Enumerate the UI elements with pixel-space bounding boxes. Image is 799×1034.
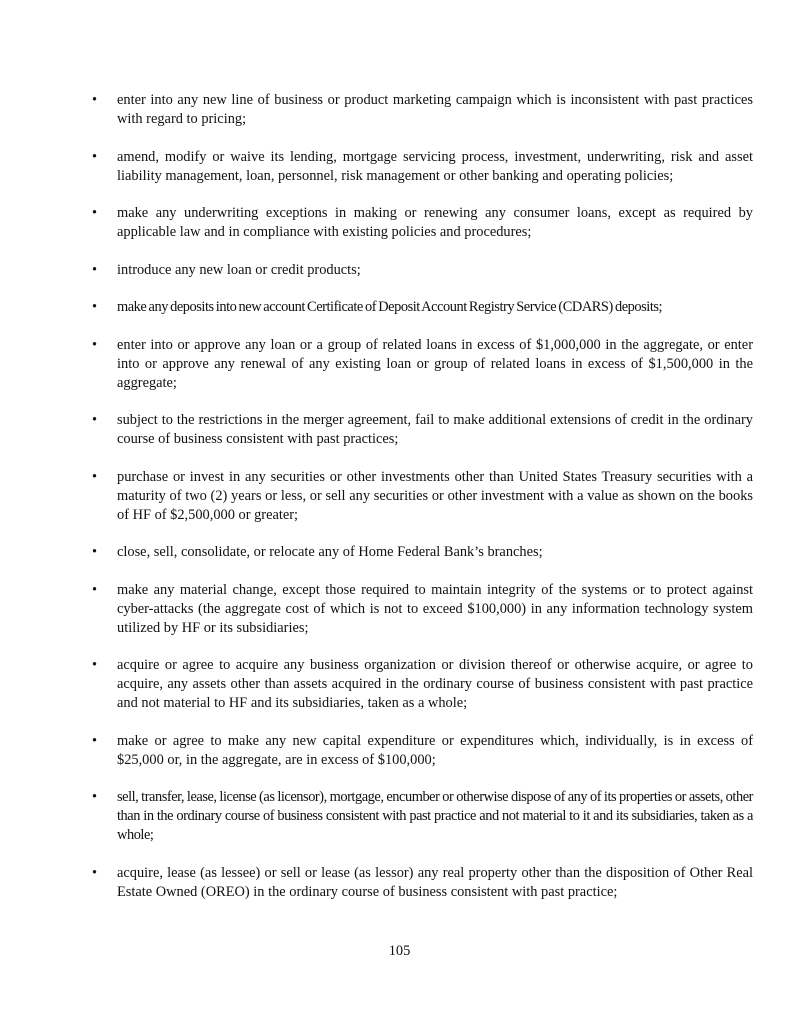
- bullet-icon: •: [92, 92, 98, 108]
- list-item: [92, 543, 753, 562]
- bullet-icon: •: [92, 148, 98, 165]
- list-item: [92, 336, 753, 393]
- page-number: 105: [388, 943, 411, 959]
- list-item-text: purchase or invest in any securities or other investments other than United States Treasury securities with a maturity of two (2) years or less, or sell any securities or other investment with a value as shown on the books of HF of $2,500,000 or greater;: [117, 468, 753, 523]
- bullet-icon: •: [92, 657, 98, 673]
- bullet-icon: •: [92, 336, 98, 353]
- list-item-text: amend, modify or waive its lending, mortgage servicing process, investment, underwriting, risk and asset liability management, loan, personnel, risk management or other banking and operating policies;: [117, 148, 753, 184]
- bullet-icon: •: [92, 581, 98, 598]
- bullet-icon: •: [92, 412, 98, 428]
- list-item-text: enter into any new line of business or product marketing campaign which is inconsistent with past practices with regard to pricing;: [117, 92, 753, 127]
- list-item: [92, 204, 753, 242]
- list-item-text: subject to the restrictions in the merger agreement, fail to make additional extensions of credit in the ordinary course of business consistent with past practices;: [117, 412, 753, 447]
- list-item: [92, 581, 753, 638]
- list-item: [92, 656, 753, 713]
- bullet-icon: •: [92, 864, 98, 881]
- list-item-text: make or agree to make any new capital expenditure or expenditures which, individually, is in excess of $25,000 or, in the aggregate, are in excess of $100,000;: [117, 732, 753, 768]
- list-item: [92, 261, 753, 280]
- covenant-bullet-list: [92, 91, 753, 920]
- list-item: [92, 468, 753, 525]
- list-item: [92, 91, 753, 129]
- list-item-text: acquire, lease (as lessee) or sell or lease (as lessor) any real property other than the disposition of Other Real Estate Owned (OREO) in the ordinary course of business consistent with past practice;: [117, 864, 753, 900]
- list-item-text: acquire or agree to acquire any business organization or division thereof or otherwise acquire, or agree to acquire, any assets other than assets acquired in the ordinary course of business consistent with past practice and not material to HF and its subsidiaries, taken as a whole;: [117, 657, 753, 711]
- bullet-icon: •: [92, 789, 98, 805]
- list-item: [92, 148, 753, 186]
- list-item: [92, 732, 753, 770]
- list-item: [92, 298, 753, 317]
- list-item-text: make any deposits into new account Certificate of Deposit Account Registry Service (CDARS) deposits;: [117, 299, 663, 315]
- list-item-text: sell, transfer, lease, license (as licensor), mortgage, encumber or otherwise dispose of any of its properties or assets, other than in the ordinary course of business consistent with past practice and not material to it and its subsidiaries, taken as a whole;: [117, 789, 753, 843]
- list-item-text: make any underwriting exceptions in making or renewing any consumer loans, except as required by applicable law and in compliance with existing policies and procedures;: [117, 205, 753, 240]
- bullet-icon: •: [92, 261, 98, 278]
- list-item: [92, 411, 753, 449]
- list-item-text: close, sell, consolidate, or relocate any of Home Federal Bank’s branches;: [117, 544, 543, 560]
- list-item: [92, 864, 753, 902]
- bullet-icon: •: [92, 468, 98, 485]
- list-item-text: enter into or approve any loan or a group of related loans in excess of $1,000,000 in the aggregate, or enter into or approve any renewal of any existing loan or group of related loans in excess of $1,500,000 in the aggregate;: [117, 336, 753, 391]
- bullet-icon: •: [92, 205, 98, 221]
- list-item-text: make any material change, except those required to maintain integrity of the systems or to protect against cyber-attacks (the aggregate cost of which is not to exceed $100,000) in any information technology system utilized by HF or its subsidiaries;: [117, 581, 753, 636]
- list-item: [92, 788, 753, 845]
- list-item-text: introduce any new loan or credit products;: [117, 261, 361, 278]
- bullet-icon: •: [92, 732, 98, 749]
- bullet-icon: •: [92, 299, 98, 315]
- bullet-icon: •: [92, 544, 98, 560]
